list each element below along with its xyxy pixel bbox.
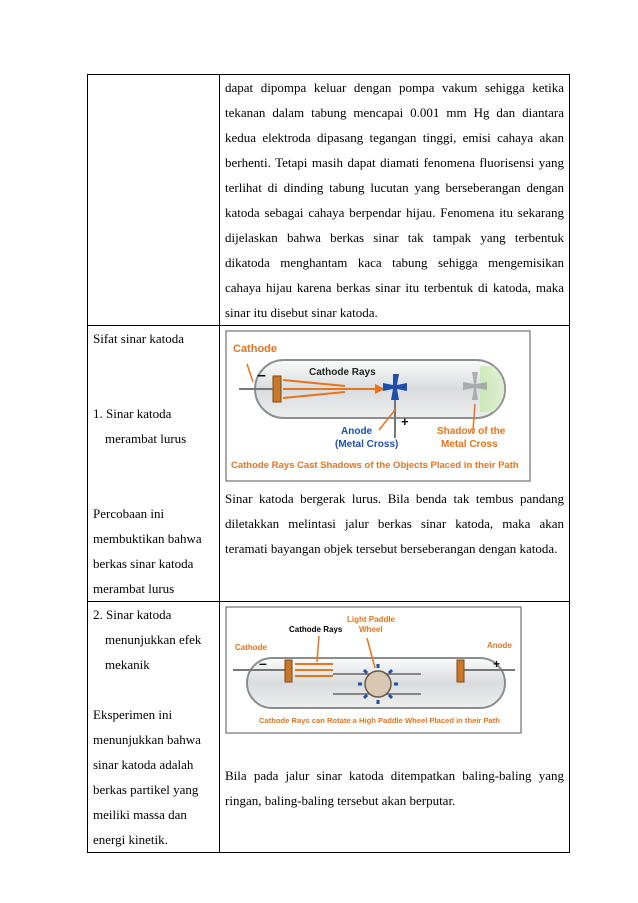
- straight-line-explanation: Sinar katoda bergerak lurus. Bila benda tak tembus pandang diletakkan melintasi jalur berkas sinar katoda, maka akan teramati bayangan objek tersebut berseberangan dengan katoda.: [225, 491, 564, 556]
- description-cell: [220, 602, 570, 853]
- shadow-label: Shadow of the: [437, 426, 506, 437]
- property-note: Percobaan ini membuktikan bahwa berkas sinar katoda merambat lurus: [93, 506, 202, 596]
- table-row: [88, 75, 570, 326]
- shadow-label-2: Metal Cross: [441, 439, 498, 450]
- cathode-shadow-diagram: [225, 330, 531, 482]
- cathode-label: Cathode: [235, 643, 267, 652]
- anode-label-2: (Metal Cross): [335, 439, 399, 450]
- minus-sign: –: [259, 655, 267, 671]
- plus-sign: +: [493, 657, 501, 671]
- cathode-rays-label: Cathode Rays: [309, 367, 376, 378]
- paragraph-cathode-ray-explanation: dapat dipompa keluar dengan pompa vakum sehigga ketika tekanan dalam tabung mencapai 0.001 mm Hg dan diantara kedua elektroda dipasang tegangan tinggi, emisi cahaya akan berhenti. Tetapi masih dapat diamati fenomena fluorisensi yang terlihat di dinding tabung lucutan yang berseberangan dengan katoda sebagai cahaya berpendar hijau. Fenomena itu sekarang dijelaskan bahwa berkas sinar tak tampak yang terbentuk dikatoda menghantam kaca tabung sehigga mengemisikan cahaya hijau karena berkas sinar itu terbentuk di katoda, maka sinar itu disebut sinar katoda.: [220, 75, 570, 326]
- property-cell: [88, 602, 220, 853]
- paddle-wheel-diagram: [225, 606, 522, 734]
- plus-sign: +: [401, 414, 409, 429]
- property-title: 2. Sinar katoda: [93, 607, 172, 622]
- cathode-rays-label: Cathode Rays: [289, 625, 343, 634]
- table-row: [88, 602, 570, 853]
- wheel-label-2: Wheel: [359, 625, 383, 634]
- section-heading: Sifat sinar katoda: [93, 331, 184, 346]
- cathode-plate: [285, 660, 292, 682]
- minus-sign: –: [257, 367, 266, 384]
- figure-caption: Cathode Rays can Rotate a High Paddle Wheel Placed in their Path: [259, 716, 500, 725]
- property-title-line2: menunjukkan efek: [105, 632, 202, 647]
- wheel-label: Light Paddle: [347, 615, 395, 624]
- cathode-plate: [273, 376, 281, 402]
- figure-caption: Cathode Rays Cast Shadows of the Objects Placed in their Path: [231, 460, 519, 471]
- property-title: 1. Sinar katoda: [93, 406, 172, 421]
- property-cell: [88, 326, 220, 602]
- anode-label: Anode: [341, 426, 373, 437]
- property-title-line2: merambat lurus: [105, 431, 187, 446]
- anode-label: Anode: [487, 641, 512, 650]
- empty-cell: [88, 75, 220, 326]
- property-note: Eksperimen ini menunjukkan bahwa sinar katoda adalah berkas partikel yang meiliki massa dan energi kinetik.: [93, 707, 201, 847]
- property-title-line3: mekanik: [105, 657, 150, 672]
- cathode-label: Cathode: [233, 343, 277, 355]
- anode-plate: [457, 660, 464, 682]
- paddle-wheel-explanation: Bila pada jalur sinar katoda ditempatkan baling-baling yang ringan, baling-baling tersebut akan berputar.: [225, 768, 564, 808]
- content-table: [87, 74, 570, 853]
- table-row: [88, 326, 570, 602]
- description-cell: [220, 326, 570, 602]
